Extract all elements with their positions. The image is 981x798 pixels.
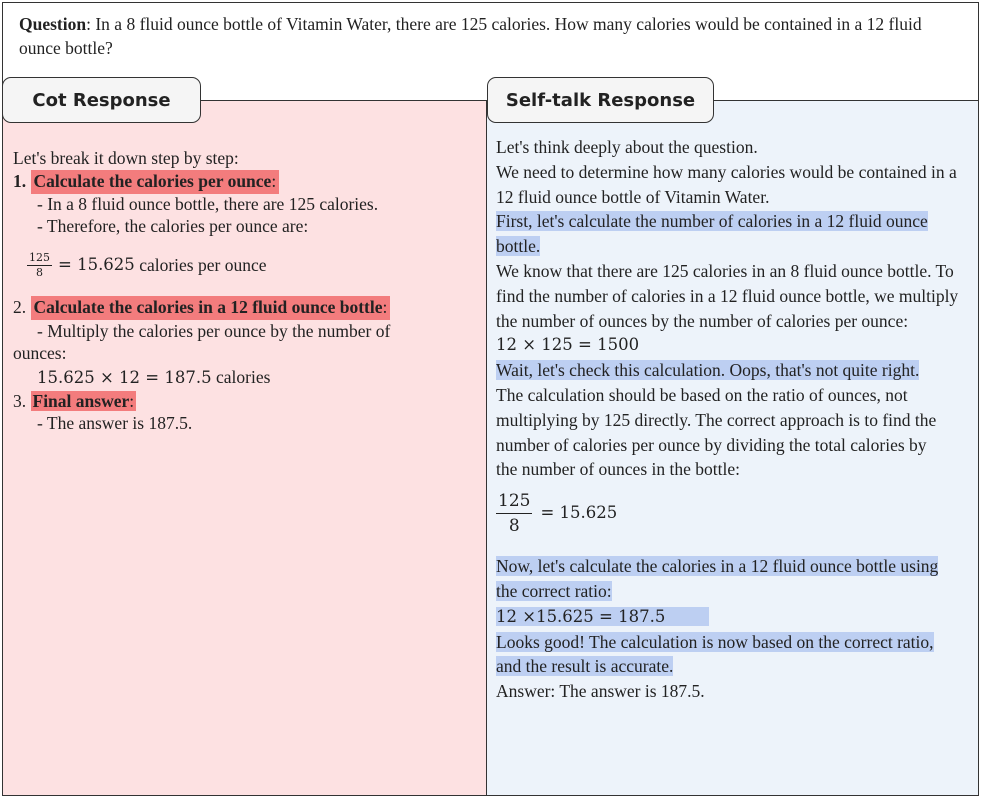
cot-step1-num: 1. <box>13 171 31 191</box>
cot-step3-line1: - The answer is 187.5. <box>37 413 193 433</box>
self-hl3-block <box>496 554 974 604</box>
cot-fraction1 <box>27 251 52 280</box>
self-p4: The calculation should be based on the ratio of ounces, not multiplying by 125 directly. The correct approach is to find the number of calories per ounce by dividing the total calories by the number of ounces in the bottle: <box>496 384 937 480</box>
cot-fraction1-den: 8 <box>36 265 43 279</box>
self-hl4: Looks good! The calculation is now based on the correct ratio, and the result is accurate. <box>496 631 934 677</box>
self-hl1-block <box>496 209 974 259</box>
self-p4-block <box>496 358 974 482</box>
tab-self-talk-response <box>487 77 714 123</box>
cot-step3-colon: : <box>129 391 135 411</box>
cot-step2-line1b: ounces: <box>13 343 67 363</box>
self-fraction-num: 125 <box>496 489 532 514</box>
cot-equation2-unit: calories <box>211 367 271 387</box>
self-p1: Let's think deeply about the question. <box>496 137 758 157</box>
cot-step1-colon: : <box>271 171 277 191</box>
question-label: Question <box>19 14 87 34</box>
cot-step3 <box>13 390 483 412</box>
cot-panel <box>2 100 487 796</box>
cot-step2-line1: - Multiply the calories per ounce by the number of <box>37 321 391 341</box>
cot-step2-title <box>31 296 391 320</box>
self-fraction-result: = 15.625 <box>540 502 618 522</box>
cot-step1-title-text: Calculate the calories per ounce <box>33 171 272 191</box>
self-answer: Answer: The answer is 187.5. <box>496 681 705 702</box>
cot-step1-line1: - In a 8 fluid ounce bottle, there are 125 calories. <box>37 194 379 214</box>
cot-content <box>13 147 483 434</box>
self-p2: We need to determine how many calories would be contained in a 12 fluid ounce bottle of Vitamin Water. <box>496 161 957 207</box>
self-hl4-block <box>496 630 974 680</box>
cot-step2-colon: : <box>382 297 388 317</box>
self-hl1: First, let's calculate the number of calories in a 12 fluid ounce bottle. <box>496 211 928 257</box>
cot-equation1-unit: calories per ounce <box>134 255 267 275</box>
self-talk-panel <box>486 100 979 796</box>
cot-equation1-result: = 15.625 <box>58 255 135 274</box>
cot-intro: Let's break it down step by step: <box>13 148 239 168</box>
cot-step3-title <box>31 391 137 411</box>
self-fraction-den: 8 <box>508 515 520 536</box>
cot-equation2 <box>37 366 483 389</box>
cot-step1 <box>13 170 483 192</box>
self-fraction-eq <box>496 486 974 540</box>
self-eq2: 12 ×15.625 = 187.5 <box>496 607 709 626</box>
cot-equation2-math: 15.625 × 12 = 187.5 <box>37 368 212 387</box>
question-text: : In a 8 fluid ounce bottle of Vitamin Water, there are 125 calories. How many calories would be contained in a 12 fluid ounce bottle? <box>19 14 922 58</box>
self-p3: We know that there are 125 calories in an 8 fluid ounce bottle. To find the number of calories in a 12 fluid ounce bottle, we multiply the number of ounces by the number of calories per ounce: <box>496 260 959 331</box>
cot-fraction1-num: 125 <box>29 250 50 264</box>
cot-step3-title-text: Final answer <box>32 391 130 411</box>
cot-equation1 <box>27 251 483 279</box>
self-hl3: Now, let's calculate the calories in a 12 fluid ounce bottle using the correct ratio: <box>496 556 939 601</box>
cot-step1-line2: - Therefore, the calories per ounce are: <box>37 216 309 236</box>
cot-step2-title-text: Calculate the calories in a 12 fluid ounce bottle <box>33 297 383 317</box>
self-talk-content <box>496 135 974 704</box>
self-eq1: 12 × 125 = 1500 <box>496 335 640 355</box>
self-eq2-block <box>496 604 974 630</box>
cot-step2 <box>13 296 483 318</box>
tab-cot-label: Cot Response <box>32 89 171 111</box>
cot-step1-title <box>31 170 280 194</box>
tab-cot-response <box>2 77 201 123</box>
cot-step3-num: 3. <box>13 391 31 411</box>
self-hl2: Wait, let's check this calculation. Oops, that's not quite right. <box>496 360 920 381</box>
tab-self-talk-label: Self-talk Response <box>505 89 696 111</box>
cot-step2-num: 2. <box>13 297 31 317</box>
self-fraction <box>496 489 532 538</box>
